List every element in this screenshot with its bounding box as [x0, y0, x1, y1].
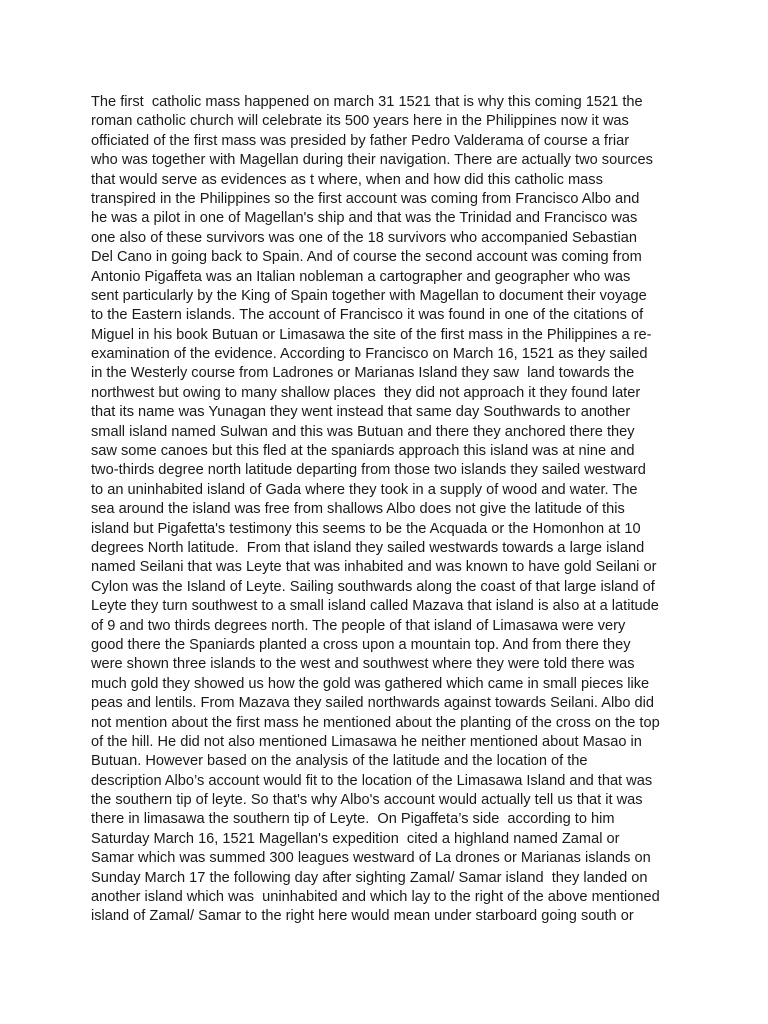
text-line: description Albo’s account would fit to the location of the Limasawa Island and that was [91, 772, 653, 789]
text-line: there in limasawa the southern tip of Leyte. On Pigaffeta’s side according to him [91, 811, 615, 828]
document-body-text [91, 93, 711, 927]
text-line: Cylon was the Island of Leyte. Sailing southwards along the coast of that large island of [91, 578, 655, 595]
text-line: one also of these survivors was one of the 18 survivors who accompanied Sebastian [91, 229, 637, 246]
text-line: of 9 and two thirds degrees north. The people of that island of Limasawa were very [91, 617, 626, 634]
text-line: another island which was uninhabited and which lay to the right of the above mentioned [91, 889, 660, 906]
text-line: Butuan. However based on the analysis of the latitude and the location of the [91, 753, 588, 770]
text-line: Antonio Pigaffeta was an Italian nobleman a cartographer and geographer who was [91, 268, 631, 285]
text-line: much gold they showed us how the gold was gathered which came in small pieces like [91, 675, 650, 692]
text-line: roman catholic church will celebrate its 500 years here in the Philippines now it was [91, 113, 629, 130]
text-line: sent particularly by the King of Spain together with Magellan to document their voyage [91, 287, 647, 304]
text-line: not mention about the first mass he mentioned about the planting of the cross on the top [91, 714, 660, 731]
text-line: to the Eastern islands. The account of Francisco it was found in one of the citations of [91, 307, 644, 324]
text-line: officiated of the first mass was presided by father Pedro Valderama of course a friar [91, 132, 630, 149]
text-line: sea around the island was free from shallows Albo does not give the latitude of this [91, 501, 625, 518]
text-line: two-thirds degree north latitude departing from those two islands they sailed westward [91, 462, 646, 479]
text-line: were shown three islands to the west and southwest where they were told there was [91, 656, 635, 673]
text-line: The first catholic mass happened on march 31 1521 that is why this coming 1521 the [91, 94, 643, 110]
text-line: to an uninhabited island of Gada where they took in a supply of wood and water. The [91, 481, 638, 498]
text-line: Miguel in his book Butuan or Limasawa the site of the first mass in the Philippines a re- [91, 326, 652, 343]
text-line: Sunday March 17 the following day after sighting Zamal/ Samar island they landed on [91, 869, 648, 886]
text-line: island of Zamal/ Samar to the right here would mean under starboard going south or [91, 908, 634, 925]
text-line: he was a pilot in one of Magellan's ship and that was the Trinidad and Francisco was [91, 210, 638, 227]
text-line: good there the Spaniards planted a cross upon a mountain top. And from there they [91, 636, 631, 653]
text-line: named Seilani that was Leyte that was inhabited and was known to have gold Seilani or [91, 559, 657, 576]
text-line: of the hill. He did not also mentioned Limasawa he neither mentioned about Masao in [91, 733, 642, 750]
text-line: island but Pigafetta's testimony this seems to be the Acquada or the Homonhon at 10 [91, 520, 641, 537]
text-line: who was together with Magellan during their navigation. There are actually two sources [91, 152, 653, 169]
text-line: small island named Sulwan and this was Butuan and there they anchored there they [91, 423, 635, 440]
text-line: peas and lentils. From Mazava they sailed northwards against towards Seilani. Albo did [91, 695, 654, 712]
text-line: in the Westerly course from Ladrones or Marianas Island they saw land towards the [91, 365, 635, 382]
text-line: saw some canoes but this fled at the spaniards approach this island was at nine and [91, 443, 635, 460]
text-line: degrees North latitude. From that island they sailed westwards towards a large island [91, 539, 645, 556]
text-line: Del Cano in going back to Spain. And of course the second account was coming from [91, 249, 642, 266]
text-line: that would serve as evidences as t where, when and how did this catholic mass [91, 171, 603, 188]
text-line: northwest but owing to many shallow places they did not approach it they found later [91, 384, 641, 401]
text-line: Samar which was summed 300 leagues westward of La drones or Marianas islands on [91, 850, 651, 867]
text-line: Leyte they turn southwest to a small island called Mazava that island is also at a latitude [91, 598, 659, 615]
text-line: examination of the evidence. According to Francisco on March 16, 1521 as they sailed [91, 346, 648, 363]
text-line: transpired in the Philippines so the first account was coming from Francisco Albo and [91, 190, 640, 207]
text-line: that its name was Yunagan they went instead that same day Southwards to another [91, 404, 631, 421]
text-line: Saturday March 16, 1521 Magellan's expedition cited a highland named Zamal or [91, 830, 620, 847]
text-line: the southern tip of leyte. So that's why Albo's account would actually tell us that it was [91, 792, 643, 809]
